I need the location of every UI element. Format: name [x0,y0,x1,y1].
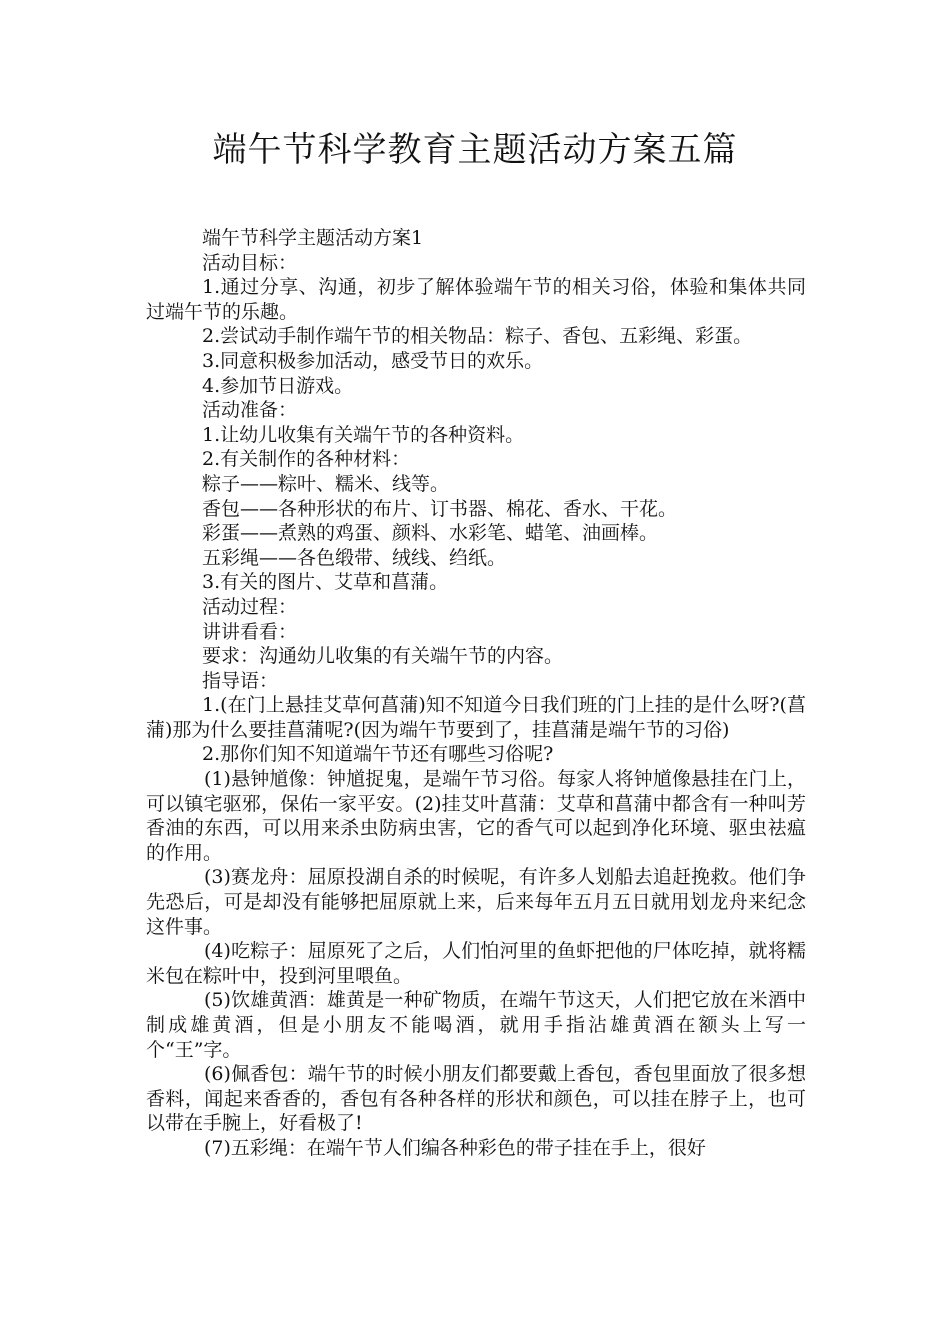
paragraph: 2.有关制作的各种材料： [202,448,411,471]
paragraph: 活动过程： [202,595,298,618]
section-heading: 端午节科学主题活动方案1 [202,227,424,249]
paragraph: 1.通过分享、沟通，初步了解体验端午节的相关习俗，体验和集体共同过端午节的乐趣。 [146,276,806,323]
paragraph: 指导语： [202,669,279,692]
paragraph: 1.(在门上悬挂艾草何菖蒲)知不知道今日我们班的门上挂的是什么呀?(菖蒲)那为什么要挂菖蒲呢?(因为端午节要到了，挂菖蒲是端午节的习俗) [146,694,806,741]
paragraph: (3)赛龙舟：屈原投湖自杀的时候呢，有许多人划船去追赶挽救。他们争先恐后，可是却没有能够把屈原就上来，后来每年五月五日就用划龙舟来纪念这件事。 [146,866,806,938]
paragraph: 1.让幼儿收集有关端午节的各种资料。 [202,423,525,446]
paragraph: 粽子——粽叶、糯米、线等。 [202,472,450,495]
document-body [146,226,806,1161]
paragraph: 彩蛋——煮熟的鸡蛋、颜料、水彩笔、蜡笔、油画棒。 [202,522,659,545]
paragraph: 讲讲看看： [202,620,298,643]
paragraph: (6)佩香包：端午节的时候小朋友们都要戴上香包，香包里面放了很多想香料，闻起来香香的，香包有各种各样的形状和颜色，可以挂在脖子上，也可以带在手腕上，好看极了! [146,1063,806,1135]
paragraph: 活动目标： [202,251,298,274]
paragraph: 香包——各种形状的布片、订书器、棉花、香水、干花。 [202,497,678,520]
paragraph: (7)五彩绳：在端午节人们编各种彩色的带子挂在手上，很好 [204,1136,706,1159]
document-title: 端午节科学教育主题活动方案五篇 [212,130,738,170]
paragraph: (5)饮雄黄酒：雄黄是一种矿物质，在端午节这天，人们把它放在米酒中制成雄黄酒，但是小朋友不能喝酒，就用手指沾雄黄酒在额头上写一个“王”字。 [146,989,806,1061]
paragraph: 3.有关的图片、艾草和菖蒲。 [202,571,449,594]
paragraph: (1)悬钟馗像：钟馗捉鬼，是端午节习俗。每家人将钟馗像悬挂在门上，可以镇宅驱邪，保佑一家平安。(2)挂艾叶菖蒲：艾草和菖蒲中都含有一种叫芳香油的东西，可以用来杀虫防病虫害，它的香气可以起到净化环境、驱虫祛瘟的作用。 [146,768,806,864]
paragraph: (4)吃粽子：屈原死了之后，人们怕河里的鱼虾把他的尸体吃掉，就将糯米包在粽叶中，投到河里喂鱼。 [146,940,806,987]
paragraph: 要求：沟通幼儿收集的有关端午节的内容。 [202,645,564,668]
paragraph: 2.尝试动手制作端午节的相关物品：粽子、香包、五彩绳、彩蛋。 [202,325,753,348]
paragraph: 五彩绳——各色缎带、绒线、绉纸。 [202,546,507,569]
paragraph: 活动准备： [202,399,298,422]
paragraph: 2.那你们知不知道端午节还有哪些习俗呢? [202,743,554,766]
paragraph: 4.参加节日游戏。 [202,374,354,397]
paragraph: 3.同意积极参加活动，感受节日的欢乐。 [202,349,544,372]
